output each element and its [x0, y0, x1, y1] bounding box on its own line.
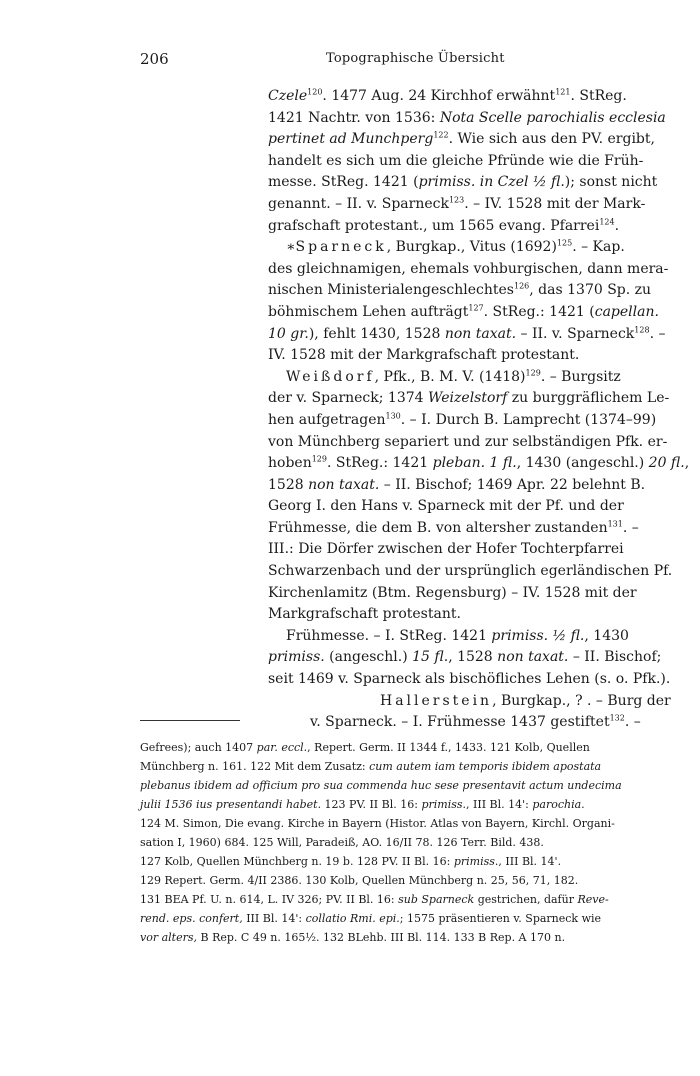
text-run: grafschaft protestant., um 1565 evang. Pfarrei — [268, 217, 600, 234]
text-run: Frühmesse, die dem B. von altersher zustanden — [268, 519, 608, 536]
text-run: Georg I. den Hans v. Sparneck mit der Pf. und der — [268, 498, 624, 515]
text-run: . Wie sich aus den PV. ergibt, — [448, 131, 655, 148]
text-run: 123 PV. II Bl. 16: — [321, 798, 422, 811]
text-run: 15 fl. — [412, 649, 449, 666]
footnote-ref: 120 — [307, 87, 323, 97]
text-line — [268, 432, 668, 454]
footnote-ref: 121 — [555, 87, 571, 97]
page-number: 206 — [140, 50, 169, 68]
text-run: non taxat. — [308, 476, 380, 493]
text-run: der v. Sparneck; 1374 — [268, 390, 429, 407]
text-run: . – — [649, 325, 666, 342]
text-run: hen aufgetragen — [268, 411, 386, 428]
text-line — [268, 108, 668, 130]
text-line — [268, 561, 673, 583]
text-run: non taxat. — [497, 649, 569, 666]
text-run: vor alters, — [140, 931, 197, 944]
footnote-line — [140, 776, 668, 795]
text-run: von Münchberg separiert und zur selbständigen Pfk. er- — [268, 433, 668, 450]
footnote-line — [140, 738, 668, 757]
text-run: Reve- — [577, 893, 609, 906]
text-run: , III Bl. 14'. — [498, 855, 562, 868]
text-run: pleban. 1 fl. — [432, 455, 517, 472]
text-run: plebanus ibidem ad officium pro sua commenda huc sese presentavit actum undecima — [140, 779, 622, 792]
text-run: , das 1370 Sp. zu — [529, 282, 652, 299]
footnote-line — [140, 814, 668, 833]
text-run: , III Bl. 14': — [466, 798, 533, 811]
text-run: 124 M. Simon, Die evang. Kirche in Bayern (Histor. Atlas von Bayern, Kirchl. Organi- — [140, 817, 615, 830]
footnote-ref: 130 — [385, 411, 401, 421]
text-run: Czele — [268, 88, 308, 104]
text-line — [268, 151, 668, 173]
text-run: Kirchenlamitz (Btm. Regensburg) – IV. 1528 mit der — [268, 584, 637, 601]
text-run: sub Sparneck — [398, 893, 475, 906]
text-run: v. Sparneck. – I. Frühmesse 1437 gestiftet — [310, 714, 610, 731]
text-run: , Repert. Germ. II 1344 f., 1433. 121 Kolb, Quellen — [307, 741, 590, 754]
footnote-line — [140, 757, 668, 776]
text-run: primiss. — [453, 855, 499, 868]
text-run: . – Burgsitz — [540, 368, 621, 385]
text-line — [268, 280, 668, 302]
text-line — [268, 172, 668, 194]
text-run: . – Kap. — [572, 239, 625, 256]
footnote-ref: 129 — [311, 454, 327, 464]
text-run: . 1477 Aug. 24 Kirchhof erwähnt — [322, 88, 556, 104]
text-run: Weizelstorf — [428, 390, 508, 407]
text-run: primiss. — [268, 649, 325, 666]
text-line — [268, 367, 668, 389]
text-run: III Bl. 14': — [242, 912, 306, 925]
text-run: sation I, 1960) 684. 125 Will, Paradeiß, AO. 16/II 78. 126 Terr. Bild. 438. — [140, 836, 544, 849]
text-run: gestrichen, dafür — [474, 893, 578, 906]
footnotes — [140, 738, 668, 947]
footnote-ref: 131 — [607, 519, 623, 529]
text-run: Münchberg n. 161. 122 Mit dem Zusatz: — [140, 760, 370, 773]
text-line — [268, 324, 668, 346]
text-run: Gefrees); auch 1407 — [140, 741, 257, 754]
text-run: pertinet ad Munchperg — [268, 131, 434, 148]
text-line — [268, 216, 668, 238]
text-line — [268, 647, 668, 669]
text-run: , 1528 — [448, 649, 498, 666]
text-run: – II. Bischof; — [568, 649, 662, 666]
text-line — [268, 691, 671, 713]
text-run: par. eccl. — [256, 741, 308, 754]
text-run: Sparneck — [295, 239, 387, 256]
text-run: cum autem iam temporis ibidem apostata — [369, 760, 602, 773]
text-line — [268, 194, 668, 216]
text-run: . — [614, 217, 620, 234]
footnote-ref: 129 — [525, 368, 541, 378]
text-run: non taxat. — [444, 325, 517, 342]
text-run: ); sonst nicht — [564, 174, 658, 191]
footnote-ref: 132 — [609, 713, 625, 723]
text-run: 10 gr. — [268, 325, 309, 342]
text-run: primiss. — [421, 798, 467, 811]
text-run: 127 Kolb, Quellen Münchberg n. 19 b. 128 PV. II Bl. 16: — [140, 855, 454, 868]
text-run: . StReg.: 1421 ( — [483, 303, 595, 320]
text-line — [268, 259, 668, 281]
footnote-ref: 124 — [599, 216, 615, 226]
text-run: ∗ — [286, 239, 296, 256]
text-run: hoben — [268, 455, 312, 472]
footnote-line — [140, 852, 668, 871]
text-run: – II. Bischof; 1469 Apr. 22 belehnt B. — [379, 476, 646, 493]
text-run: . – — [624, 714, 641, 731]
text-run: , Pfk., B. M. V. (1418) — [374, 368, 526, 385]
text-line — [268, 86, 668, 108]
text-run: 1421 Nachtr. von 1536: — [268, 109, 440, 126]
text-run: 1528 — [268, 476, 309, 493]
footnote-ref: 122 — [433, 130, 449, 140]
footnote-line — [140, 890, 668, 909]
text-line — [268, 604, 668, 626]
text-run: . – IV. 1528 mit der Mark- — [464, 195, 646, 212]
text-run: 129 Repert. Germ. 4/II 2386. 130 Kolb, Quellen Münchberg n. 25, 56, 71, 182. — [140, 874, 579, 887]
text-line — [268, 129, 668, 151]
text-run: , — [684, 455, 690, 472]
text-run: . StReg. — [570, 88, 627, 104]
text-run: 131 BEA Pf. U. n. 614, L. IV 326; PV. II Bl. 16: — [140, 893, 399, 906]
text-run: B Rep. C 49 n. 165½. 132 BLehb. III Bl. 114. 133 B Rep. A 170 n. — [197, 931, 566, 944]
text-line — [268, 583, 668, 605]
text-run: parochia. — [532, 798, 585, 811]
text-line — [268, 518, 668, 540]
text-run: Frühmesse. – I. StReg. 1421 — [286, 627, 492, 644]
main-text — [268, 86, 690, 734]
text-run: nischen Ministerialengeschlechtes — [268, 282, 514, 299]
text-run: , 1430 (angeschl.) — [516, 455, 649, 472]
text-run: (angeschl.) — [324, 649, 413, 666]
text-line — [268, 712, 668, 734]
text-run: . – — [622, 519, 639, 536]
footnote-divider — [140, 720, 240, 721]
text-run: . – I. Durch B. Lamprecht (1374–99) — [400, 411, 657, 428]
footnote-ref: 127 — [468, 303, 484, 313]
footnote-line — [140, 928, 668, 947]
text-run: böhmischem Lehen aufträgt — [268, 303, 469, 320]
text-line — [268, 345, 668, 367]
text-line — [268, 496, 668, 518]
text-line — [268, 626, 668, 648]
footnote-line — [140, 871, 668, 890]
text-run: Weißdorf — [286, 368, 375, 385]
text-run: rend. eps. confert, — [140, 912, 243, 925]
footnote-ref: 128 — [634, 324, 650, 334]
footnote-line — [140, 909, 668, 928]
text-run: ), fehlt 1430, 1528 — [308, 325, 445, 342]
text-run: primiss. ½ fl. — [491, 627, 585, 644]
text-run: , 1430 — [584, 627, 629, 644]
text-run: capellan. — [594, 303, 659, 320]
text-run: julii 1536 ius presentandi habet. — [140, 798, 322, 811]
text-run: primiss. in Czel ½ fl. — [418, 174, 565, 191]
text-line — [268, 475, 668, 497]
footnote-line — [140, 795, 668, 814]
text-run: Hallerstein — [380, 692, 493, 709]
footnote-ref: 123 — [448, 195, 465, 205]
text-run: Markgrafschaft protestant. — [268, 606, 461, 623]
text-run: , Burgkap., Vitus (1692) — [386, 239, 557, 256]
text-run: 20 fl. — [648, 455, 685, 472]
footnote-ref: 125 — [556, 238, 573, 248]
text-line — [268, 539, 668, 561]
text-run: messe. StReg. 1421 ( — [268, 174, 419, 191]
text-run: des gleichnamigen, ehemals vohburgischen, dann mera- — [268, 260, 669, 277]
text-run: , Burgkap., ? . – Burg der — [492, 692, 671, 709]
text-run: III.: Die Dörfer zwischen der Hofer Tochterpfarrei — [268, 541, 624, 558]
text-run: collatio Rmi. epi. — [305, 912, 400, 925]
text-run: zu burggräflichem Le- — [507, 390, 670, 407]
text-run: handelt es sich um die gleiche Pfründe wie die Früh- — [268, 152, 644, 169]
text-run: Nota Scelle parochialis ecclesia — [439, 109, 666, 126]
text-run: genannt. – II. v. Sparneck — [268, 195, 449, 212]
footnote-ref: 126 — [514, 281, 530, 291]
text-line — [268, 302, 668, 324]
text-run: . StReg.: 1421 — [327, 455, 433, 472]
text-run: – II. v. Sparneck — [516, 325, 635, 342]
text-run: IV. 1528 mit der Markgrafschaft protestant. — [268, 347, 580, 364]
text-run: seit 1469 v. Sparneck als bischöfliches Lehen (s. o. Pfk.). — [268, 671, 671, 688]
text-line — [268, 410, 668, 432]
text-run: ; 1575 präsentieren v. Sparneck wie — [399, 912, 602, 925]
text-run: Schwarzenbach und der ursprünglich egerländischen Pf. — [268, 563, 673, 580]
footnote-line — [140, 833, 668, 852]
running-title: Topographische Übersicht — [326, 51, 505, 66]
text-line — [268, 237, 668, 259]
text-line — [268, 669, 671, 691]
text-line — [268, 453, 690, 475]
text-line — [268, 388, 668, 410]
